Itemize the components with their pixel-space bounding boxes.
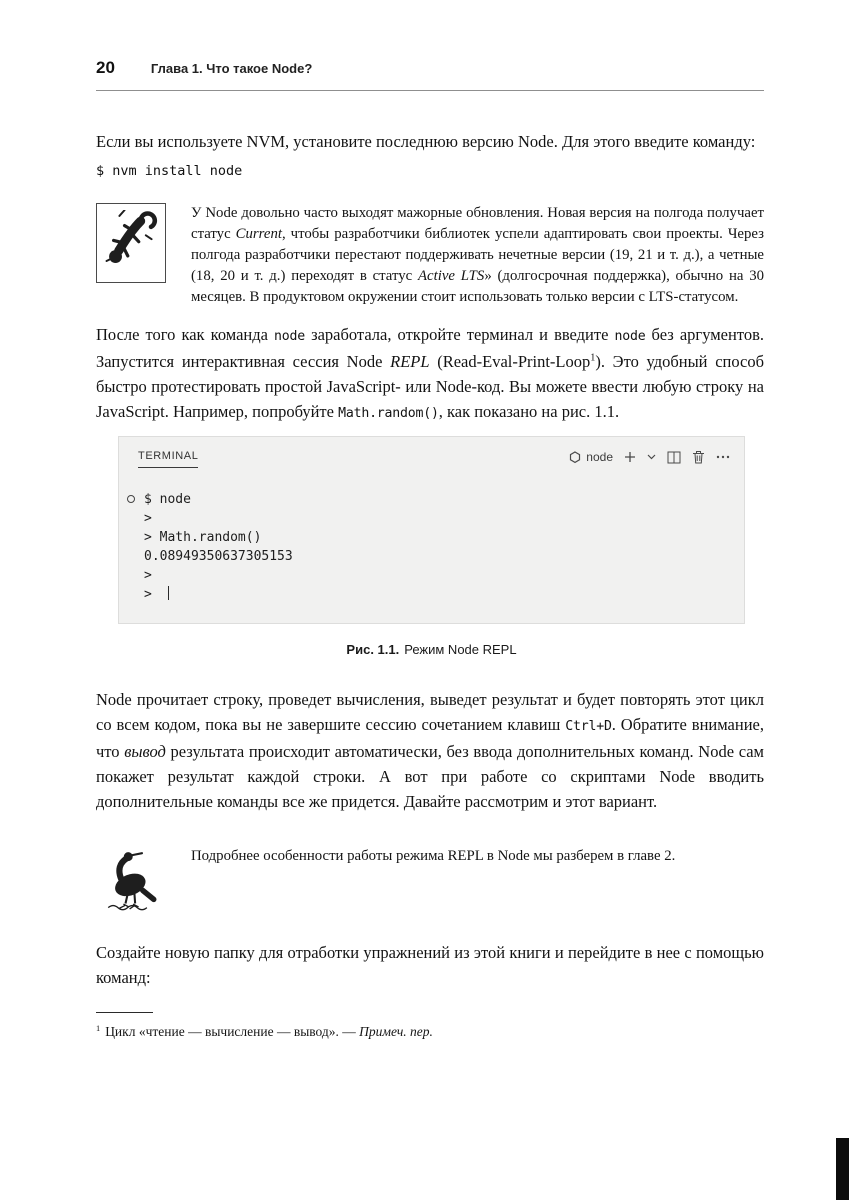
footnote-text: $^1$ Цикл «чтение — вычисление — вывод». — Примеч. пер. <box>96 1023 433 1039</box>
terminal-output <box>119 477 744 604</box>
split-terminal-icon <box>667 451 681 464</box>
terminal-line: $ node <box>144 492 191 507</box>
cormorant-illustration-icon <box>96 838 166 918</box>
terminal-toolbar <box>119 437 744 477</box>
shell-name-label: node <box>586 450 613 464</box>
terminal-tab <box>138 450 198 468</box>
terminal-line: > <box>144 511 152 526</box>
new-terminal-icon <box>624 451 636 463</box>
terminal-cursor <box>168 586 170 600</box>
figure-terminal <box>118 436 745 657</box>
shell-selector <box>569 450 613 464</box>
terminal-line: > <box>144 585 728 604</box>
footnote-separator <box>96 1012 153 1013</box>
cycle-paragraph: Node прочитает строку, проведет вычисления, выведет результат и будет повторять этот цикл со всем кодом, пока вы не завершите сессию сочетанием клавиш Ctrl+D. Обратите внимание, что вывод результата происходит автоматически, без ввода дополнительных команд. Node сам покажет результат каждой строки. А вот при работе со скриптами Node вводить дополнительные команды все же придется. Давайте рассмотрим и этот вариант. <box>96 690 764 811</box>
chevron-down-icon <box>647 454 656 460</box>
lizard-illustration-icon <box>96 203 166 283</box>
figure-caption <box>118 642 745 657</box>
nvm-install-command: $ nvm install node <box>96 163 243 179</box>
node-shell-icon <box>569 451 581 464</box>
note-repl <box>96 838 764 918</box>
terminal-line: > <box>144 568 152 583</box>
page-edge-shadow <box>836 1138 849 1200</box>
page-header <box>96 58 764 91</box>
figure-caption-label: Рис. 1.1. <box>346 642 400 657</box>
trash-icon <box>692 450 705 464</box>
terminal-screenshot <box>118 436 745 624</box>
note-lts-text: У Node довольно часто выходят мажорные обновления. Новая версия на полгода получает статус Current, чтобы разработчики библиотек успели адаптировать свои проекты. Через полгода разработчики перестают поддерживать нечетные версии (19, 21 и т. д.), а четные (18, 20 и т. д.) переходят в статус Active LTS» (долгосрочная поддержка), обычно на 30 месяцев. В продуктовом окружении стоит использовать только версии с LTS-статусом. <box>191 205 764 305</box>
terminal-session-marker <box>127 495 135 503</box>
page-number: 20 <box>96 58 115 77</box>
note-repl-text: Подробнее особенности работы режима REPL в Node мы разберем в главе 2. <box>191 848 676 864</box>
chapter-title: Глава 1. Что такое Node? <box>150 61 313 76</box>
footnote-area <box>96 1012 764 1041</box>
more-actions-icon <box>716 455 730 459</box>
terminal-line: 0.08949350637305153 <box>144 549 293 564</box>
terminal-line: > Math.random() <box>144 530 262 545</box>
figure-caption-text: Режим Node REPL <box>404 642 517 657</box>
repl-paragraph: После того как команда node заработала, откройте терминал и введите node без аргументов. Запустится интерактивная сессия Node REPL (Read-Eval-Print-Loop$^1$). Это удобный способ быстро протестировать простой JavaScript- или Node-код. Вы можете ввести любую строку на JavaScript. Например, попробуйте Math.random(), как показано на рис. 1.1. <box>96 325 764 421</box>
terminal-tab-label: TERMINAL <box>138 450 199 462</box>
folder-paragraph: Создайте новую папку для отработки упражнений из этой книги и перейдите в нее с помощью команд: <box>96 943 764 987</box>
intro-paragraph: Если вы используете NVM, установите последнюю версию Node. Для этого введите команду: <box>96 132 756 151</box>
note-lts <box>96 203 764 308</box>
terminal-controls <box>569 450 730 464</box>
